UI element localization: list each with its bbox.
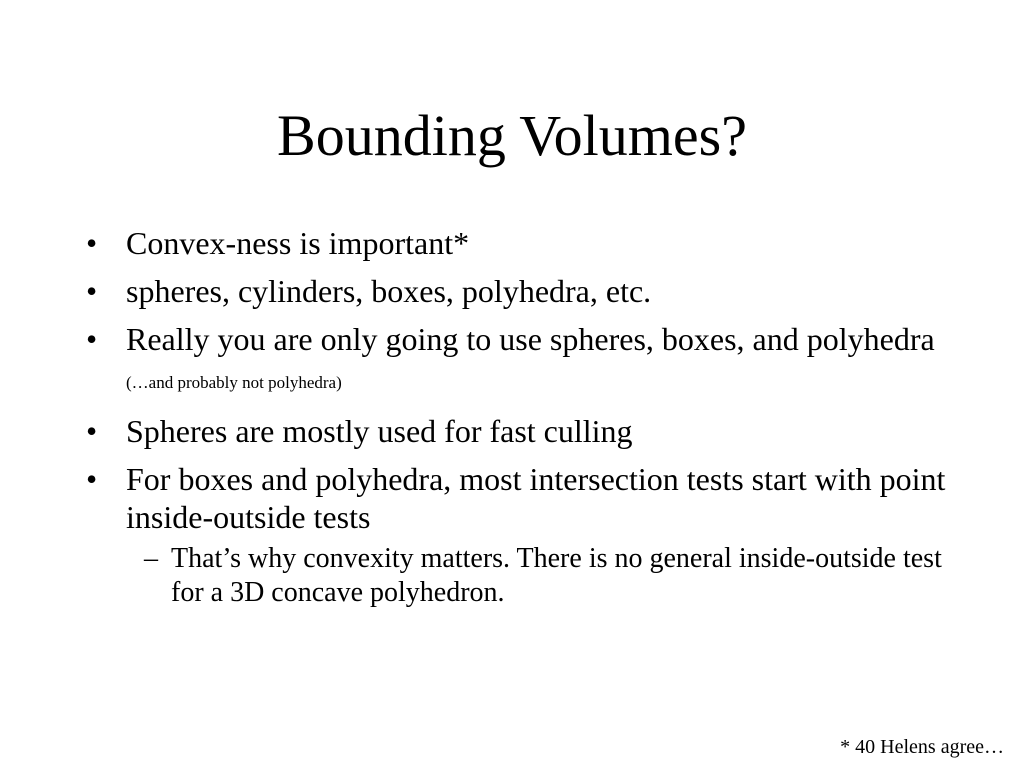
bullet-item	[86, 412, 946, 450]
bullet-aside-note: (…and probably not polyhedra)	[126, 373, 342, 392]
sub-bullet-dash: –	[144, 543, 158, 574]
bullet-dot: •	[86, 461, 98, 497]
bullet-text: spheres, cylinders, boxes, polyhedra, etc.	[126, 273, 652, 309]
bullet-text: Spheres are mostly used for fast culling	[126, 413, 633, 449]
sub-bullet-text: That’s why convexity matters. There is no general inside-outside test for a 3D concave polyhedron.	[171, 543, 942, 608]
bullet-item	[86, 272, 946, 310]
footnote: * 40 Helens agree…	[840, 736, 1004, 758]
sub-bullet-list	[126, 542, 946, 610]
bullet-dot: •	[86, 225, 98, 261]
slide-title: Bounding Volumes?	[277, 103, 747, 168]
bullet-text: Really you are only going to use spheres, boxes, and polyhedra	[126, 321, 935, 357]
bullet-list	[86, 224, 946, 620]
bullet-item	[86, 224, 946, 262]
bullet-item	[86, 460, 946, 610]
bullet-text: Convex-ness is important*	[126, 225, 470, 261]
sub-bullet-item	[126, 542, 946, 610]
bullet-item	[86, 320, 946, 402]
bullet-dot: •	[86, 321, 98, 357]
bullet-dot: •	[86, 273, 98, 309]
bullet-dot: •	[86, 413, 98, 449]
bullet-text: For boxes and polyhedra, most intersection tests start with point inside-outside tests	[126, 461, 946, 535]
